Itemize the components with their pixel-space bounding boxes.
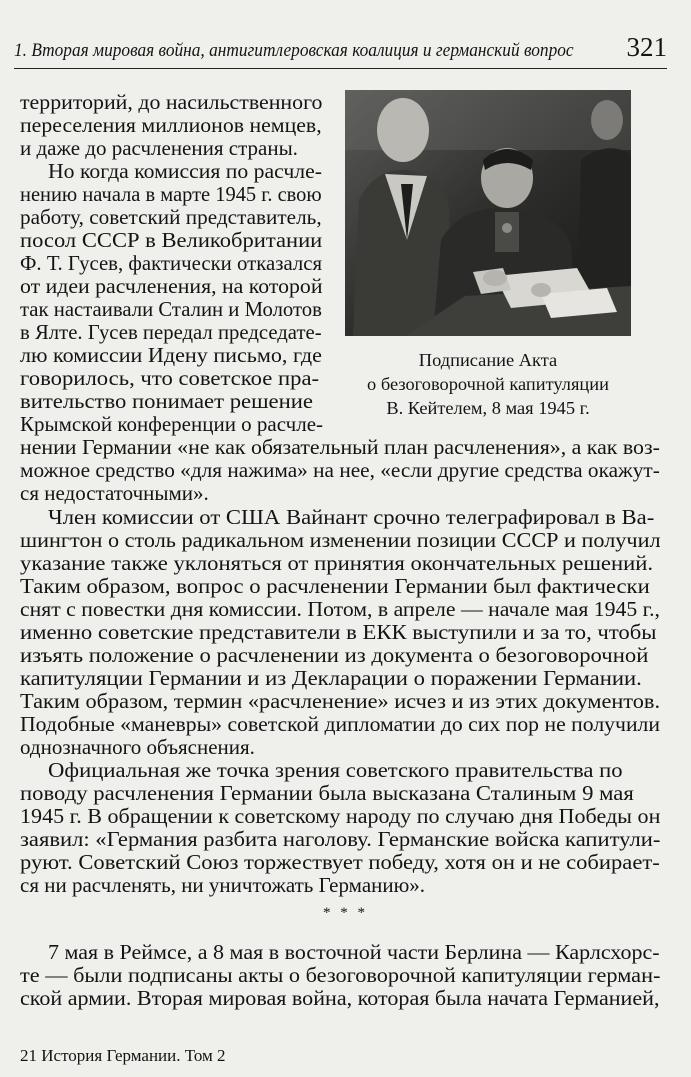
running-head bbox=[14, 30, 667, 69]
body-line: капитуляции Германии и из Декларации о поражении Германии. bbox=[20, 666, 642, 690]
body-line: Ф. Т. Гусев, фактически отказался bbox=[20, 251, 323, 275]
body-line: переселения миллионов немцев, bbox=[20, 113, 322, 137]
body-line: работу, советский представитель, bbox=[20, 205, 322, 229]
body-line: Крымской конференции о расчле- bbox=[20, 412, 324, 436]
body-line: Подобные «маневры» советской дипломатии до сих пор не получили bbox=[20, 712, 661, 736]
body-line: лю комиссии Идену письмо, где bbox=[20, 343, 322, 367]
body-line: так настаивали Сталин и Молотов bbox=[20, 297, 322, 321]
caption-line: Подписание Акта bbox=[418, 350, 558, 370]
body-line: Но когда комиссия по расчле- bbox=[48, 159, 323, 183]
body-line: Таким образом, вопрос о расчленении Германии был фактически bbox=[20, 574, 650, 598]
caption-line: В. Кейтелем, 8 мая 1945 г. bbox=[386, 398, 590, 418]
body-line: от идеи расчленения, на которой bbox=[20, 274, 323, 298]
body-line: территорий, до насильственного bbox=[20, 90, 323, 114]
body-line: говорилось, что советское пра- bbox=[20, 366, 320, 390]
body-line: 7 мая в Реймсе, а 8 мая в восточной части Берлина — Карлсхорс- bbox=[48, 940, 660, 964]
body-line: вительство понимает решение bbox=[20, 389, 313, 413]
page-number: 321 bbox=[626, 32, 667, 62]
body-line: снят с повестки дня комиссии. Потом, в апреле — начале мая 1945 г., bbox=[20, 597, 660, 621]
body-line: именно советские представители в ЕКК выступили и за то, чтобы bbox=[20, 620, 657, 644]
body-line: Официальная же точка зрения советского правительства по bbox=[48, 758, 623, 782]
body-line: в Ялте. Гусев передал председате- bbox=[20, 320, 322, 344]
body-line: Член комиссии от США Вайнант срочно телеграфировал в Ва- bbox=[48, 505, 655, 529]
body-line: нении Германии «не как обязательный план расчленения», а как воз- bbox=[20, 435, 660, 459]
body-line: руют. Советский Союз торжествует победу, хотя он и не собирает- bbox=[20, 850, 660, 874]
caption-line: о безоговорочной капитуляции bbox=[367, 374, 609, 394]
body-line: ся ни расчленять, ни уничтожать Германию». bbox=[20, 873, 426, 897]
body-line: однозначного объяснения. bbox=[20, 735, 255, 759]
printer-signature: 21 История Германии. Том 2 bbox=[20, 1046, 226, 1065]
body-line: Таким образом, термин «расчленение» исчез и из этих документов. bbox=[20, 689, 661, 713]
body-line: ся недостаточными». bbox=[20, 481, 209, 505]
body-line: ской армии. Вторая мировая война, которая была начата Германией, bbox=[20, 986, 660, 1010]
body-line: те — были подписаны акты о безоговорочной капитуляции герман- bbox=[20, 963, 661, 987]
body-line: шингтон о столь радикальном изменении позиции СССР и получил bbox=[20, 528, 661, 552]
body-line: и даже до расчленения страны. bbox=[20, 136, 298, 160]
body-line: поводу расчленения Германии была высказана Сталиным 9 мая bbox=[20, 781, 634, 805]
photo-signing-surrender bbox=[345, 90, 631, 336]
running-title: 1. Вторая мировая война, антигитлеровская коалиция и германский вопрос bbox=[14, 40, 574, 61]
body-line: указание также уклоняться от принятия окончательных решений. bbox=[20, 551, 654, 575]
section-separator: * * * bbox=[323, 905, 368, 921]
body-line: посол СССР в Великобритании bbox=[20, 228, 323, 252]
body-line: нению начала в марте 1945 г. свою bbox=[20, 182, 322, 206]
photo-illustration bbox=[345, 90, 631, 336]
body-line: изъять положение о расчленении из документа о безоговорочной bbox=[20, 643, 649, 667]
body-line: 1945 г. В обращении к советскому народу по случаю дня Победы он bbox=[20, 804, 661, 828]
figure-caption bbox=[338, 348, 638, 420]
body-line: заявил: «Германия разбита наголову. Германские войска капитули- bbox=[20, 827, 661, 851]
body-line: можное средство «для нажима» на нее, «если другие средства окажут- bbox=[20, 458, 660, 482]
